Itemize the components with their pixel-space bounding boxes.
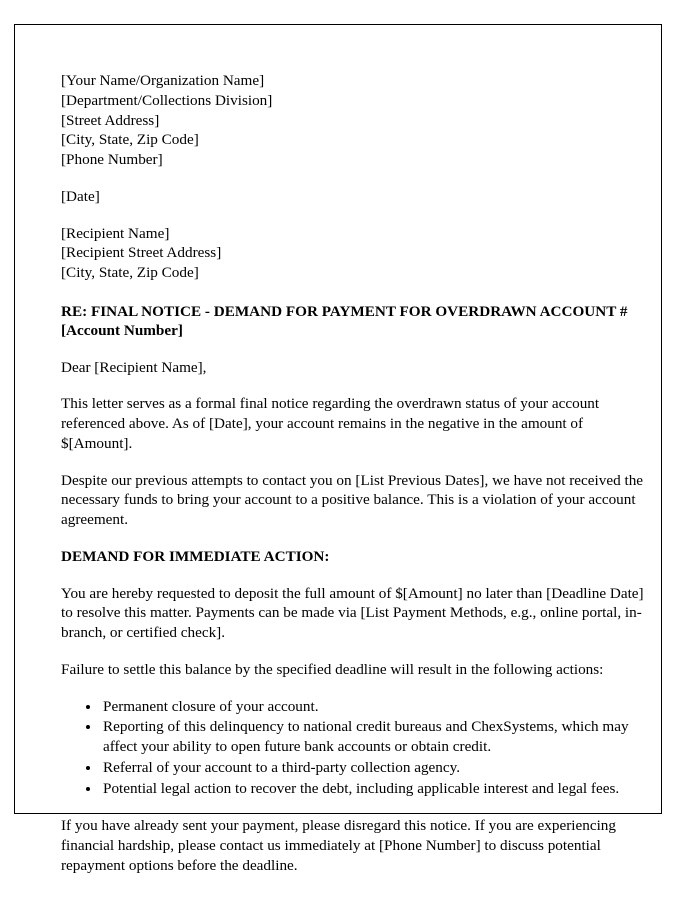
sender-address-line: [City, State, Zip Code] — [61, 131, 199, 149]
spacer — [61, 207, 651, 224]
date-block — [61, 187, 651, 207]
spacer — [61, 170, 651, 187]
recipient-address-line: [City, State, Zip Code] — [61, 264, 199, 281]
paragraph-2: Despite our previous attempts to contact you on [List Previous Dates], we have not received the necessary funds to bring your account to a positive balance. This is a violation of your account agreement. — [61, 471, 644, 529]
recipient-address-block — [61, 224, 651, 283]
demand-heading: DEMAND FOR IMMEDIATE ACTION: — [61, 547, 330, 565]
list-item: • Potential legal action to recover the debt, including applicable interest and legal fees. — [101, 779, 651, 799]
spacer — [61, 799, 651, 816]
sender-address-line: [Department/Collections Division] — [61, 91, 273, 109]
spacer — [61, 680, 651, 697]
paragraph-1: This letter serves as a formal final notice regarding the overdrawn status of your account referenced above. As of [Date], your account remains in the negative in the amount of $[Amount]. — [61, 395, 600, 452]
sender-address-line: [Street Address] — [61, 111, 160, 129]
paragraph-4: Failure to settle this balance by the specified deadline will result in the following actions: — [61, 660, 604, 678]
spacer — [61, 454, 651, 471]
date-line: [Date] — [61, 187, 100, 205]
spacer — [61, 567, 651, 584]
sender-address-line: [Your Name/Organization Name] — [61, 72, 265, 89]
sender-address-line: [Phone Number] — [61, 151, 163, 168]
subject-line: RE: FINAL NOTICE - DEMAND FOR PAYMENT FOR OVERDRAWN ACCOUNT #[Account Number] — [61, 302, 628, 340]
paragraph-3: You are hereby requested to deposit the full amount of $[Amount] no later than [Deadline Date] to resolve this matter. Payments can be made via [List Payment Methods, e.g., online portal, in-branch, or certified check]. — [61, 584, 644, 642]
letter-body — [61, 71, 651, 876]
spacer — [61, 283, 651, 302]
spacer — [61, 643, 651, 660]
salutation: Dear [Recipient Name], — [61, 358, 207, 376]
sender-address-block — [61, 71, 651, 170]
list-item: • Permanent closure of your account. — [101, 697, 651, 717]
spacer — [61, 377, 651, 394]
spacer — [61, 530, 651, 547]
list-item: • Reporting of this delinquency to national credit bureaus and ChexSystems, which may affect your ability to open future bank accounts or obtain credit. — [101, 717, 651, 757]
list-item: • Referral of your account to a third-party collection agency. — [101, 758, 651, 778]
letter-sheet — [14, 24, 662, 874]
consequences-list — [61, 697, 651, 799]
paragraph-5: If you have already sent your payment, please disregard this notice. If you are experiencing financial hardship, please contact us immediately at [Phone Number] to discuss potential repayment options before the deadline. — [61, 817, 616, 874]
recipient-address-line: [Recipient Name] — [61, 224, 170, 242]
spacer — [61, 341, 651, 358]
recipient-address-line: [Recipient Street Address] — [61, 244, 222, 262]
